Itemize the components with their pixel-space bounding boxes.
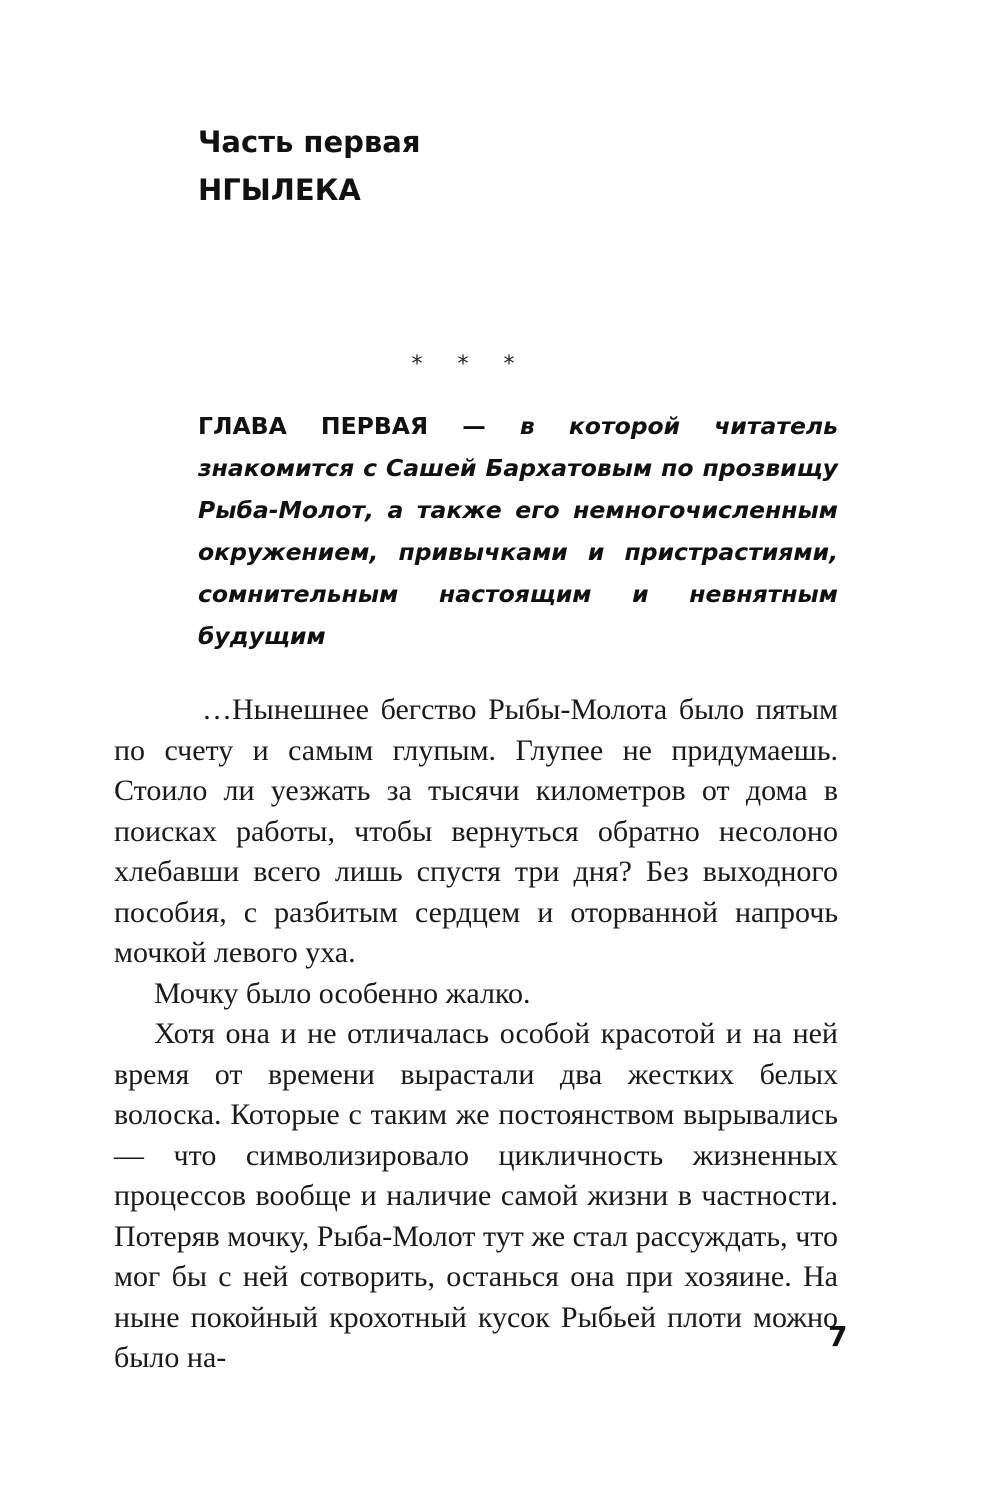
body-text [114, 690, 838, 1379]
paragraph: …Нынешнее бегство Рыбы-Молота было пятым по счету и самым глупым. Глупее не придумаешь. Стоило ли уезжать за тысячи километров от дома в поисках работы, чтобы вернуться обратно несолоно хлебавши всего лишь спустя три дня? Без выходного пособия, с разбитым сердцем и оторванной напрочь мочкой левого уха. [114, 693, 838, 969]
paragraph: Мочку было особенно жалко. [154, 976, 531, 1010]
chapter-dash: — [428, 412, 520, 440]
part-title: НГЫЛЕКА [198, 173, 361, 207]
chapter-heading [198, 405, 838, 657]
page-number: 7 [828, 1320, 848, 1353]
part-label: Часть первая [198, 125, 421, 159]
section-separator: * * * [411, 352, 529, 377]
paragraph: Хотя она и не отличалась особой красотой и на ней время от времени вырастали два жестких белых волоска. Которые с таким же постоянством вырывались — что символизировало цикличность жизненных процессов вообще и наличие самой жизни в частности. Потеряв мочку, Рыба-Молот тут же стал рассуждать, что мог бы с ней сотворить, останься она при хозяине. На ныне покойный крохотный кусок Рыбьей плоти можно было на- [114, 1017, 838, 1374]
chapter-subtitle: в которой читатель знакомится с Сашей Бархатовым по прозвищу Рыба-Молот, а также его немногочисленным окружением, привычками и пристрастиями, сомнительным настоящим и невнятным будущим [198, 412, 838, 650]
chapter-title: ГЛАВА ПЕРВАЯ [198, 412, 429, 440]
part-heading [198, 118, 420, 214]
